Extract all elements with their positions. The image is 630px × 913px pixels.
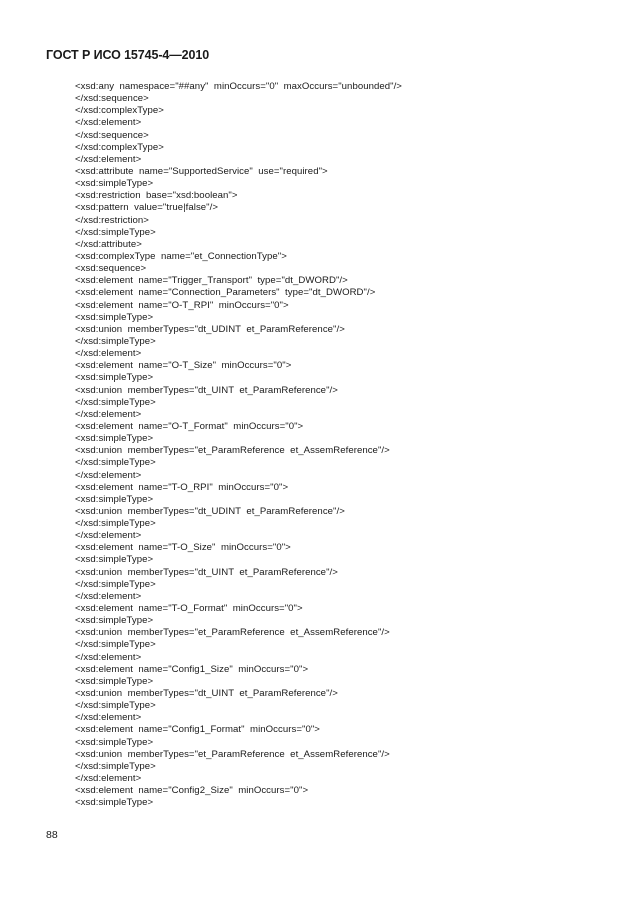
code-line: </xsd:attribute> [75,238,142,250]
code-line: </xsd:sequence> [75,129,149,141]
code-line: <xsd:restriction base="xsd:boolean"> [75,190,238,202]
code-line: </xsd:element> [75,651,142,663]
code-line: </xsd:element> [75,712,142,724]
code-line: <xsd:element name="Connection_Parameters" type="dt_DWORD"/> [75,287,376,299]
code-line: <xsd:union memberTypes="et_ParamReference et_AssemReference"/> [75,445,390,457]
code-line: </xsd:simpleType> [75,396,156,408]
code-line: <xsd:element name="T-O_Size" minOccurs="0"> [75,542,291,554]
code-line: </xsd:element> [75,773,142,785]
code-line: <xsd:union memberTypes="dt_UINT et_ParamReference"/> [75,566,338,578]
code-line: </xsd:sequence> [75,93,149,105]
code-line: <xsd:element name="T-O_RPI" minOccurs="0"> [75,481,289,493]
code-line: </xsd:simpleType> [75,518,156,530]
code-line: <xsd:element name="O-T_Format" minOccurs="0"> [75,420,304,432]
code-line: </xsd:element> [75,408,142,420]
code-line: <xsd:simpleType> [75,554,154,566]
code-line: </xsd:element> [75,153,142,165]
code-line: <xsd:union memberTypes="dt_UDINT et_ParamReference"/> [75,505,345,517]
code-line: <xsd:simpleType> [75,615,154,627]
code-line: <xsd:element name="Config1_Size" minOccurs="0"> [75,663,309,675]
code-line: <xsd:union memberTypes="dt_UINT et_ParamReference"/> [75,688,338,700]
code-line: <xsd:element name="O-T_RPI" minOccurs="0"> [75,299,289,311]
code-line: <xsd:union memberTypes="dt_UDINT et_ParamReference"/> [75,323,345,335]
code-line: </xsd:complexType> [75,105,164,117]
page-number: 88 [46,829,58,841]
code-line: <xsd:union memberTypes="et_ParamReference et_AssemReference"/> [75,627,390,639]
code-line: </xsd:element> [75,469,142,481]
code-line: </xsd:element> [75,530,142,542]
code-line: <xsd:simpleType> [75,493,154,505]
code-line: <xsd:simpleType> [75,433,154,445]
code-line: <xsd:sequence> [75,263,147,275]
code-line: <xsd:complexType name="et_ConnectionType"> [75,250,287,262]
code-line: <xsd:simpleType> [75,736,154,748]
code-line: <xsd:simpleType> [75,178,154,190]
code-line: <xsd:any namespace="##any" minOccurs="0" maxOccurs="unbounded"/> [75,81,402,92]
code-line: <xsd:union memberTypes="dt_UINT et_ParamReference"/> [75,384,338,396]
code-line: </xsd:simpleType> [75,639,156,651]
code-line: </xsd:simpleType> [75,578,156,590]
code-line: <xsd:element name="Config2_Size" minOccurs="0"> [75,785,309,797]
xsd-code-listing [75,81,402,809]
code-line: </xsd:element> [75,348,142,360]
code-line: <xsd:simpleType> [75,675,154,687]
code-line: <xsd:simpleType> [75,311,154,323]
code-line: </xsd:element> [75,590,142,602]
code-line: </xsd:simpleType> [75,700,156,712]
code-line: </xsd:simpleType> [75,760,156,772]
code-line: <xsd:element name="T-O_Format" minOccurs="0"> [75,603,303,615]
code-line: </xsd:restriction> [75,214,149,226]
code-line: </xsd:complexType> [75,141,164,153]
document-header: ГОСТ Р ИСО 15745-4—2010 [46,48,210,62]
code-line: </xsd:simpleType> [75,457,156,469]
code-line: <xsd:union memberTypes="et_ParamReference et_AssemReference"/> [75,748,390,760]
code-line: <xsd:simpleType> [75,372,154,384]
code-line: </xsd:element> [75,117,142,129]
code-line: </xsd:simpleType> [75,335,156,347]
code-line: <xsd:element name="Trigger_Transport" type="dt_DWORD"/> [75,275,348,287]
code-line: </xsd:simpleType> [75,226,156,238]
code-line: <xsd:pattern value="true|false"/> [75,202,219,214]
code-line: <xsd:simpleType> [75,797,154,809]
code-line: <xsd:element name="Config1_Format" minOccurs="0"> [75,724,320,736]
code-line: <xsd:element name="O-T_Size" minOccurs="0"> [75,360,292,372]
code-line: <xsd:attribute name="SupportedService" use="required"> [75,165,328,177]
